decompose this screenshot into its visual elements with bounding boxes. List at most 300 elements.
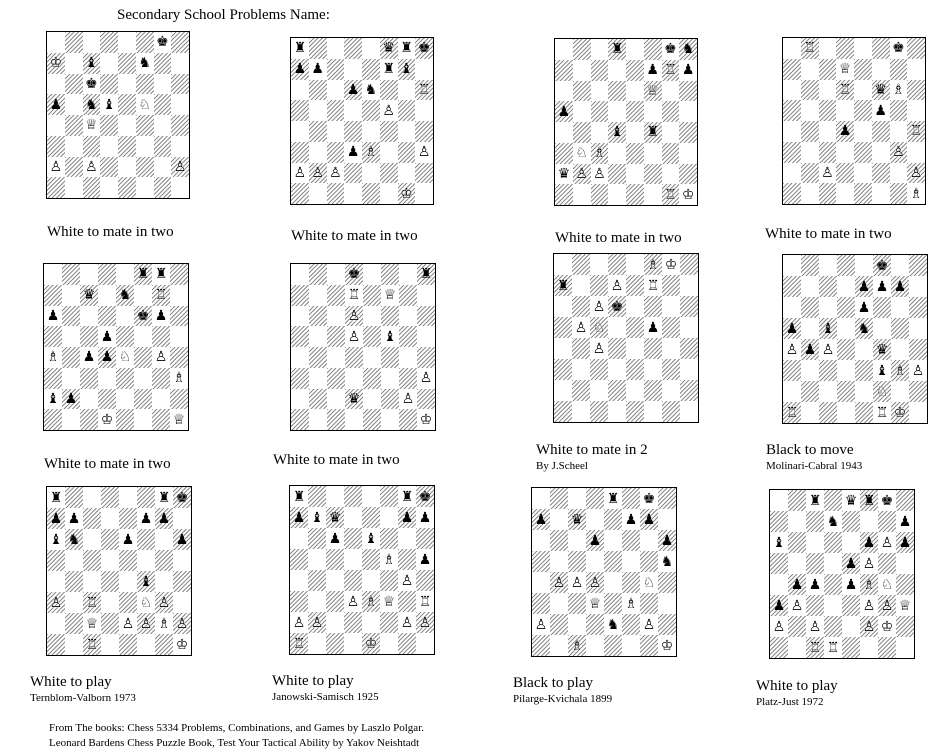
- black-pawn-icon: ♟: [557, 103, 571, 120]
- black-queen-icon: ♛: [347, 390, 361, 407]
- black-rook-icon: ♜: [646, 124, 659, 141]
- board-square: [770, 490, 788, 511]
- white-pawn-icon: ♙: [588, 574, 602, 591]
- chess-board-6: [290, 263, 436, 431]
- board-square: [783, 142, 801, 163]
- board-square: [680, 338, 698, 359]
- board-square: [98, 368, 116, 389]
- board-square: [155, 613, 173, 634]
- board-square: [658, 593, 676, 614]
- problem-source: By J.Scheel: [536, 460, 588, 472]
- black-knight-icon: ♞: [660, 553, 674, 570]
- board-square: [644, 101, 662, 122]
- board-square: [622, 488, 640, 509]
- board-square: [291, 100, 309, 121]
- black-pawn-icon: ♟: [328, 530, 342, 547]
- board-square: [155, 571, 173, 592]
- black-bishop-icon: ♝: [610, 124, 624, 141]
- board-square: [344, 486, 362, 507]
- board-square: [662, 81, 680, 102]
- board-square: [640, 593, 658, 614]
- board-square: [327, 285, 345, 306]
- board-square: [890, 163, 908, 184]
- board-square: [842, 490, 860, 511]
- board-square: [550, 488, 568, 509]
- board-square: [65, 550, 83, 571]
- board-square: [173, 571, 191, 592]
- board-square: [152, 326, 170, 347]
- board-square: [327, 306, 345, 327]
- black-pawn-icon: ♟: [646, 62, 659, 79]
- board-square: [47, 487, 65, 508]
- white-queen-icon: ♕: [646, 82, 659, 99]
- board-square: [308, 528, 326, 549]
- problem-source: Pilarge-Kvichala 1899: [513, 693, 613, 705]
- board-square: [568, 551, 586, 572]
- board-square: [909, 276, 927, 297]
- black-pawn-icon: ♟: [154, 307, 168, 324]
- board-square: [878, 553, 896, 574]
- board-square: [309, 285, 327, 306]
- board-square: [532, 509, 550, 530]
- white-knight-icon: ♘: [575, 145, 588, 162]
- board-square: [909, 297, 927, 318]
- board-square: [679, 60, 697, 81]
- board-square: [608, 184, 626, 205]
- board-square: [819, 318, 837, 339]
- board-square: [855, 297, 873, 318]
- board-square: [644, 184, 662, 205]
- black-pawn-icon: ♟: [418, 551, 432, 568]
- board-square: [344, 633, 362, 654]
- board-square: [173, 550, 191, 571]
- board-square: [101, 613, 119, 634]
- board-square: [878, 574, 896, 595]
- problem-caption: Black to play: [513, 675, 593, 691]
- board-square: [604, 593, 622, 614]
- board-square: [626, 401, 644, 422]
- board-square: [896, 553, 914, 574]
- board-square: [586, 614, 604, 635]
- board-square: [860, 637, 878, 658]
- board-square: [170, 389, 188, 410]
- board-square: [65, 74, 83, 95]
- board-square: [154, 115, 172, 136]
- board-square: [119, 529, 137, 550]
- white-pawn-icon: ♙: [121, 615, 135, 632]
- board-square: [83, 157, 101, 178]
- black-knight-icon: ♞: [138, 55, 151, 72]
- board-square: [626, 184, 644, 205]
- chess-board-8: [782, 254, 928, 424]
- board-square: [344, 121, 362, 142]
- board-square: [62, 306, 80, 327]
- board-square: [783, 381, 801, 402]
- board-square: [801, 38, 819, 59]
- board-square: [363, 389, 381, 410]
- white-pawn-icon: ♙: [154, 349, 168, 366]
- board-square: [65, 571, 83, 592]
- white-bishop-icon: ♗: [364, 593, 378, 610]
- black-rook-icon: ♜: [49, 489, 63, 506]
- board-square: [152, 264, 170, 285]
- board-square: [842, 637, 860, 658]
- board-square: [398, 163, 416, 184]
- board-square: [47, 157, 65, 178]
- board-square: [344, 570, 362, 591]
- board-square: [819, 163, 837, 184]
- white-pawn-icon: ♙: [49, 158, 63, 175]
- black-rook-icon: ♜: [154, 266, 168, 283]
- board-square: [380, 142, 398, 163]
- board-square: [586, 530, 604, 551]
- board-square: [62, 264, 80, 285]
- board-square: [555, 143, 573, 164]
- white-pawn-icon: ♙: [592, 298, 606, 315]
- black-pawn-icon: ♟: [100, 328, 114, 345]
- black-pawn-icon: ♟: [893, 278, 907, 295]
- problem-caption: White to mate in two: [291, 228, 418, 244]
- board-square: [345, 326, 363, 347]
- board-square: [83, 571, 101, 592]
- black-queen-icon: ♛: [570, 511, 584, 528]
- board-square: [644, 338, 662, 359]
- white-pawn-icon: ♙: [642, 616, 656, 633]
- board-square: [891, 297, 909, 318]
- board-square: [679, 39, 697, 60]
- board-square: [860, 532, 878, 553]
- white-queen-icon: ♕: [383, 287, 397, 304]
- board-square: [608, 254, 626, 275]
- white-pawn-icon: ♙: [785, 341, 799, 358]
- board-square: [119, 571, 137, 592]
- board-square: [854, 38, 872, 59]
- board-square: [417, 264, 435, 285]
- board-square: [173, 634, 191, 655]
- board-square: [836, 59, 854, 80]
- white-bishop-icon: ♗: [593, 145, 606, 162]
- board-square: [44, 326, 62, 347]
- board-square: [872, 183, 890, 204]
- board-square: [152, 368, 170, 389]
- problem-caption: White to mate in two: [44, 456, 171, 472]
- board-square: [907, 121, 925, 142]
- board-square: [873, 297, 891, 318]
- board-square: [380, 100, 398, 121]
- board-square: [836, 38, 854, 59]
- white-pawn-icon: ♙: [911, 362, 925, 379]
- board-square: [399, 368, 417, 389]
- white-rook-icon: ♖: [347, 287, 361, 304]
- board-square: [801, 402, 819, 423]
- board-square: [119, 550, 137, 571]
- board-square: [309, 142, 327, 163]
- board-square: [116, 368, 134, 389]
- board-square: [909, 360, 927, 381]
- board-square: [783, 297, 801, 318]
- board-square: [770, 532, 788, 553]
- board-square: [878, 595, 896, 616]
- board-square: [116, 409, 134, 430]
- board-square: [573, 81, 591, 102]
- board-square: [873, 255, 891, 276]
- black-pawn-icon: ♟: [838, 123, 852, 140]
- white-pawn-icon: ♙: [382, 102, 395, 119]
- board-square: [554, 317, 572, 338]
- board-square: [119, 613, 137, 634]
- board-square: [152, 285, 170, 306]
- board-square: [855, 360, 873, 381]
- board-square: [134, 285, 152, 306]
- board-square: [398, 183, 416, 204]
- board-square: [137, 571, 155, 592]
- board-square: [47, 508, 65, 529]
- board-square: [891, 402, 909, 423]
- board-square: [380, 612, 398, 633]
- board-square: [662, 122, 680, 143]
- board-square: [568, 530, 586, 551]
- white-queen-icon: ♕: [382, 593, 396, 610]
- black-pawn-icon: ♟: [772, 597, 786, 614]
- board-square: [101, 592, 119, 613]
- white-pawn-icon: ♙: [292, 614, 306, 631]
- white-queen-icon: ♕: [838, 61, 852, 78]
- board-square: [170, 326, 188, 347]
- board-square: [586, 509, 604, 530]
- board-square: [155, 550, 173, 571]
- board-square: [878, 637, 896, 658]
- board-square: [308, 633, 326, 654]
- board-square: [824, 595, 842, 616]
- black-bishop-icon: ♝: [400, 61, 413, 78]
- board-square: [83, 53, 101, 74]
- board-square: [640, 635, 658, 656]
- board-square: [399, 285, 417, 306]
- board-square: [362, 570, 380, 591]
- board-square: [327, 100, 345, 121]
- board-square: [783, 163, 801, 184]
- board-square: [819, 276, 837, 297]
- board-square: [591, 143, 609, 164]
- problem-caption: White to mate in two: [555, 230, 682, 246]
- board-square: [344, 142, 362, 163]
- black-pawn-icon: ♟: [660, 532, 674, 549]
- board-square: [860, 490, 878, 511]
- board-square: [291, 326, 309, 347]
- board-square: [896, 637, 914, 658]
- board-square: [100, 53, 118, 74]
- board-square: [134, 368, 152, 389]
- board-square: [801, 381, 819, 402]
- board-square: [136, 94, 154, 115]
- board-square: [415, 121, 433, 142]
- board-square: [417, 285, 435, 306]
- board-square: [873, 402, 891, 423]
- board-square: [591, 60, 609, 81]
- black-pawn-icon: ♟: [418, 509, 432, 526]
- board-square: [362, 612, 380, 633]
- black-pawn-icon: ♟: [346, 81, 360, 98]
- board-square: [644, 143, 662, 164]
- black-king-icon: ♚: [880, 492, 894, 509]
- white-pawn-icon: ♙: [909, 164, 923, 181]
- board-square: [662, 359, 680, 380]
- black-pawn-icon: ♟: [642, 511, 656, 528]
- board-square: [854, 163, 872, 184]
- white-king-icon: ♔: [664, 256, 678, 273]
- black-queen-icon: ♛: [82, 287, 96, 304]
- board-square: [417, 347, 435, 368]
- black-pawn-icon: ♟: [67, 510, 81, 527]
- board-square: [550, 509, 568, 530]
- board-square: [65, 32, 83, 53]
- white-pawn-icon: ♙: [821, 341, 835, 358]
- board-square: [554, 254, 572, 275]
- board-square: [896, 532, 914, 553]
- board-square: [399, 326, 417, 347]
- board-square: [308, 507, 326, 528]
- problem-source: Platz-Just 1972: [756, 696, 824, 708]
- board-square: [309, 121, 327, 142]
- board-square: [416, 486, 434, 507]
- white-pawn-icon: ♙: [880, 534, 894, 551]
- board-square: [644, 317, 662, 338]
- board-square: [662, 60, 680, 81]
- black-pawn-icon: ♟: [803, 341, 817, 358]
- board-square: [555, 60, 573, 81]
- board-square: [290, 633, 308, 654]
- board-square: [291, 80, 309, 101]
- board-square: [47, 115, 65, 136]
- board-square: [290, 528, 308, 549]
- board-square: [65, 613, 83, 634]
- board-square: [837, 402, 855, 423]
- board-square: [854, 142, 872, 163]
- board-square: [136, 74, 154, 95]
- board-square: [47, 136, 65, 157]
- board-square: [770, 637, 788, 658]
- board-square: [680, 275, 698, 296]
- board-square: [662, 39, 680, 60]
- board-square: [80, 389, 98, 410]
- board-square: [842, 574, 860, 595]
- board-square: [608, 60, 626, 81]
- board-square: [626, 60, 644, 81]
- board-square: [362, 38, 380, 59]
- board-square: [836, 163, 854, 184]
- board-square: [309, 38, 327, 59]
- board-square: [907, 38, 925, 59]
- board-square: [819, 297, 837, 318]
- board-square: [554, 338, 572, 359]
- white-king-icon: ♔: [100, 411, 114, 428]
- board-square: [136, 53, 154, 74]
- white-pawn-icon: ♙: [610, 277, 624, 294]
- board-square: [362, 163, 380, 184]
- board-square: [801, 255, 819, 276]
- board-square: [658, 488, 676, 509]
- board-square: [801, 276, 819, 297]
- board-square: [907, 100, 925, 121]
- board-square: [608, 401, 626, 422]
- board-square: [416, 612, 434, 633]
- board-square: [572, 401, 590, 422]
- white-pawn-icon: ♙: [401, 390, 415, 407]
- board-square: [842, 511, 860, 532]
- board-square: [398, 38, 416, 59]
- board-square: [604, 488, 622, 509]
- white-king-icon: ♔: [893, 404, 907, 421]
- board-square: [65, 508, 83, 529]
- white-pawn-icon: ♙: [790, 597, 804, 614]
- white-bishop-icon: ♗: [893, 362, 907, 379]
- white-bishop-icon: ♗: [382, 551, 396, 568]
- board-square: [118, 177, 136, 198]
- black-king-icon: ♚: [347, 266, 361, 283]
- board-square: [170, 347, 188, 368]
- board-square: [118, 157, 136, 178]
- board-square: [550, 614, 568, 635]
- board-square: [136, 115, 154, 136]
- board-square: [118, 32, 136, 53]
- white-rook-icon: ♖: [646, 277, 660, 294]
- board-square: [65, 157, 83, 178]
- board-square: [65, 592, 83, 613]
- white-pawn-icon: ♙: [400, 572, 414, 589]
- white-bishop-icon: ♗: [364, 144, 378, 161]
- board-square: [362, 549, 380, 570]
- white-pawn-icon: ♙: [862, 597, 876, 614]
- board-square: [416, 570, 434, 591]
- board-square: [308, 612, 326, 633]
- board-square: [554, 275, 572, 296]
- board-square: [806, 574, 824, 595]
- board-square: [171, 157, 189, 178]
- board-square: [586, 551, 604, 572]
- board-square: [680, 380, 698, 401]
- black-pawn-icon: ♟: [808, 576, 822, 593]
- board-square: [137, 529, 155, 550]
- board-square: [119, 592, 137, 613]
- board-square: [824, 532, 842, 553]
- board-square: [907, 80, 925, 101]
- board-square: [399, 409, 417, 430]
- board-square: [116, 264, 134, 285]
- board-square: [872, 38, 890, 59]
- black-rook-icon: ♜: [157, 489, 171, 506]
- board-square: [604, 635, 622, 656]
- board-square: [381, 264, 399, 285]
- white-bishop-icon: ♗: [172, 370, 186, 387]
- board-square: [891, 339, 909, 360]
- problem-caption: White to play: [756, 678, 838, 694]
- board-square: [83, 487, 101, 508]
- white-pawn-icon: ♙: [772, 618, 786, 635]
- board-square: [326, 612, 344, 633]
- board-square: [44, 264, 62, 285]
- board-square: [362, 486, 380, 507]
- board-square: [398, 80, 416, 101]
- board-square: [860, 553, 878, 574]
- black-queen-icon: ♛: [328, 509, 342, 526]
- white-pawn-icon: ♙: [175, 615, 189, 632]
- board-square: [819, 142, 837, 163]
- board-square: [873, 339, 891, 360]
- board-square: [83, 115, 101, 136]
- board-square: [291, 121, 309, 142]
- board-square: [173, 529, 191, 550]
- board-square: [608, 275, 626, 296]
